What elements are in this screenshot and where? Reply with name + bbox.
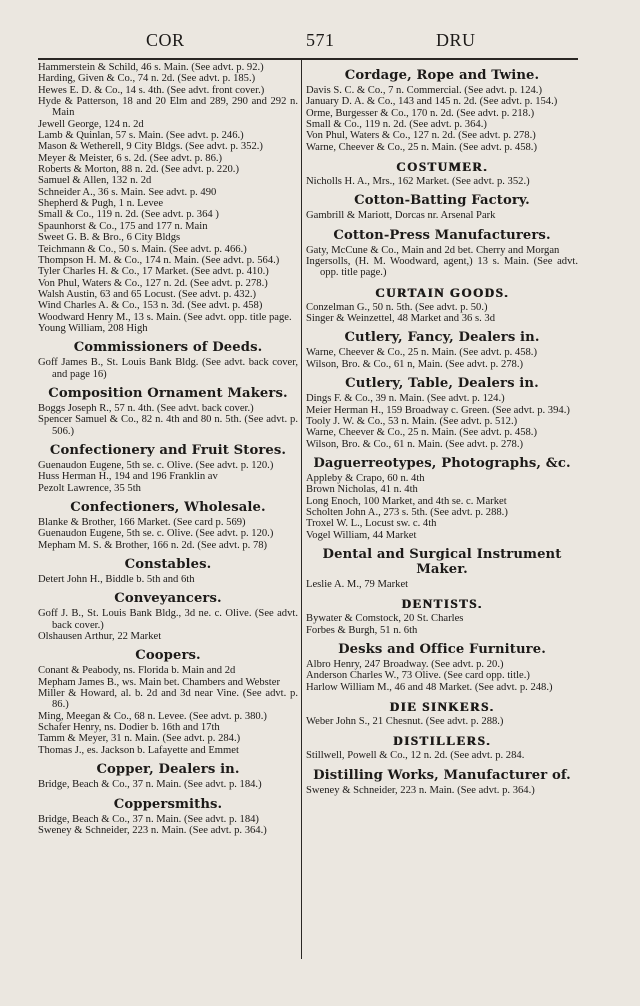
- directory-entry: Dings F. & Co., 39 n. Main. (See advt. p. 124.): [306, 393, 505, 405]
- directory-entry: Bywater & Comstock, 20 St. Charles: [306, 613, 464, 625]
- directory-entry: Long Enoch, 100 Market, and 4th se. c. Market: [306, 495, 507, 507]
- directory-section: [38, 443, 298, 494]
- section-heading: Copper, Dealers in.: [96, 762, 240, 778]
- section-heading: DIE SINKERS.: [389, 699, 495, 714]
- section-heading: Constables.: [124, 557, 212, 573]
- directory-section: [306, 159, 578, 187]
- directory-entry: Guenaudon Eugene, 5th se. c. Olive. (See advt. p. 120.): [38, 459, 274, 471]
- directory-entry: Meier Herman H., 159 Broadway c. Green. (See advt. p. 394.): [306, 404, 570, 416]
- directory-entry: Schafer Henry, ns. Dodier b. 16th and 17th: [38, 722, 220, 734]
- directory-entry: Troxel W. L., Locust sw. c. 4th: [306, 518, 437, 530]
- directory-entry: Warne, Cheever & Co., 25 n. Main. (See advt. p. 458.): [306, 427, 537, 439]
- directory-entry: Sweney & Schneider, 223 n. Main. (See advt. p. 364.): [38, 824, 267, 836]
- directory-section: [38, 62, 298, 334]
- directory-entry: Ingersolls, (H. M. Woodward, agent,) 13 s. Main. (See advt. opp. title page.): [306, 256, 578, 279]
- page-number: 571: [306, 30, 335, 50]
- directory-entry: Spaunhorst & Co., 175 and 177 n. Main: [38, 220, 208, 232]
- directory-entry: Spencer Samuel & Co., 82 n. 4th and 80 n. 5th. (See advt. p. 506.): [38, 414, 298, 437]
- directory-entry: Singer & Weinzettel, 48 Market and 36 s. 3d: [306, 313, 496, 325]
- directory-entry: Wilson, Bro. & Co., 61 n. Main. (See advt. p. 278.): [306, 438, 524, 450]
- directory-entry: Anderson Charles W., 73 Olive. (See card opp. title.): [306, 670, 530, 682]
- running-head-left: COR: [146, 30, 185, 50]
- section-heading: Distilling Works, Manufacturer of.: [313, 767, 571, 783]
- directory-section: [306, 768, 578, 796]
- directory-section: [306, 642, 578, 693]
- directory-entry: Guenaudon Eugene, 5th se. c. Olive. (See advt. p. 120.): [38, 528, 274, 540]
- directory-entry: Huss Herman H., 194 and 196 Franklin av: [38, 471, 218, 483]
- section-heading: Dental and Surgical Instrument Maker.: [322, 546, 562, 577]
- directory-entry: Tooly J. W. & Co., 53 n. Main. (See advt. p. 512.): [306, 415, 518, 427]
- directory-entry: Gambrill & Mariott, Dorcas nr. Arsenal Park: [306, 210, 496, 222]
- directory-entry: Goff J. B., St. Louis Bank Bldg., 3d ne. c. Olive. (See advt. back cover.): [38, 608, 298, 631]
- directory-entry: Mepham M. S. & Brother, 166 n. 2d. (See advt. p. 78): [38, 539, 268, 551]
- directory-entry: Jewell George, 124 n. 2d: [38, 118, 144, 130]
- directory-entry: Wilson, Bro. & Co., 61 n, Main. (See advt. p. 278.): [306, 358, 524, 370]
- directory-entry: Olshausen Arthur, 22 Market: [38, 631, 162, 643]
- directory-entry: Forbes & Burgh, 51 n. 6th: [306, 624, 418, 636]
- directory-entry: Ming, Meegan & Co., 68 n. Levee. (See advt. p. 380.): [38, 710, 267, 722]
- directory-entry: Schneider A., 36 s. Main. See advt. p. 490: [38, 186, 217, 198]
- directory-entry: Von Phul, Waters & Co., 127 n. 2d. (See advt. p. 278.): [38, 277, 268, 289]
- section-heading: Cotton-Press Manufacturers.: [333, 227, 551, 243]
- directory-section: [306, 376, 578, 450]
- section-heading: Coppersmiths.: [113, 796, 223, 812]
- directory-entry: Nicholls H. A., Mrs., 162 Market. (See advt. p. 352.): [306, 176, 530, 188]
- directory-section: [306, 193, 578, 221]
- directory-entry: Meyer & Meister, 6 s. 2d. (See advt. p. 86.): [38, 152, 223, 164]
- directory-entry: Tamm & Meyer, 31 n. Main. (See advt. p. 284.): [38, 733, 241, 745]
- directory-entry: Pezolt Lawrence, 35 5th: [38, 482, 141, 494]
- column-divider: [301, 59, 302, 959]
- directory-section: [38, 797, 298, 837]
- directory-entry: Bridge, Beach & Co., 37 n. Main. (See advt. p. 184): [38, 813, 259, 825]
- directory-section: [306, 596, 578, 636]
- left-column: [38, 62, 298, 836]
- directory-section: [38, 500, 298, 551]
- directory-entry: Goff James B., St. Louis Bank Bldg. (See advt. back cover, and page 16): [38, 357, 298, 380]
- directory-section: [306, 228, 578, 279]
- directory-entry: Warne, Cheever & Co., 25 n. Main. (See advt. p. 458.): [306, 141, 537, 153]
- directory-section: [38, 591, 298, 642]
- section-heading: Daguerreotypes, Photographs, &c.: [313, 455, 571, 471]
- directory-entry: Small & Co., 119 n. 2d. (See advt. p. 364.): [306, 119, 487, 131]
- directory-entry: Thomas J., es. Jackson b. Lafayette and Emmet: [38, 744, 239, 756]
- directory-section: [306, 733, 578, 761]
- section-heading: Commissioners of Deeds.: [73, 340, 263, 356]
- section-heading: CURTAIN GOODS.: [375, 284, 509, 300]
- directory-entry: Vogel William, 44 Market: [306, 529, 417, 541]
- directory-section: [38, 386, 298, 437]
- directory-entry: Mason & Wetherell, 9 City Bldgs. (See advt. p. 352.): [38, 141, 263, 153]
- directory-entry: Thompson H. M. & Co., 174 n. Main. (See advt. p. 564.): [38, 254, 280, 266]
- directory-entry: Hammerstein & Schild, 46 s. Main. (See advt. p. 92.): [38, 62, 264, 73]
- directory-entry: Sweet G. B. & Bro., 6 City Bldgs: [38, 232, 181, 244]
- directory-entry: Tyler Charles H. & Co., 17 Market. (See advt. p. 410.): [38, 266, 269, 278]
- section-heading: DISTILLERS.: [393, 733, 491, 749]
- directory-section: [38, 557, 298, 585]
- section-heading: Conveyancers.: [114, 591, 222, 607]
- directory-entry: Lamb & Quinlan, 57 s. Main. (See advt. p. 246.): [38, 130, 244, 142]
- section-heading: Coopers.: [135, 648, 201, 664]
- directory-entry: Warne, Cheever & Co., 25 n. Main. (See advt. p. 458.): [306, 347, 537, 359]
- right-column: [306, 62, 578, 796]
- directory-section: [306, 547, 578, 590]
- directory-entry: Hyde & Patterson, 18 and 20 Elm and 289, 290 and 292 n. Main: [38, 96, 298, 119]
- directory-section: [306, 68, 578, 153]
- directory-entry: Young William, 208 High: [38, 322, 148, 334]
- directory-entry: Sweney & Schneider, 223 n. Main. (See advt. p. 364.): [306, 784, 535, 796]
- directory-entry: Gaty, McCune & Co., Main and 2d bet. Cherry and Morgan: [306, 244, 560, 256]
- directory-entry: Stillwell, Powell & Co., 12 n. 2d. (See advt. p. 284.: [306, 750, 525, 762]
- section-heading: Confectionery and Fruit Stores.: [49, 442, 287, 458]
- header-rule: [38, 58, 578, 60]
- directory-entry: Small & Co., 119 n. 2d. (See advt. p. 364 ): [38, 209, 219, 221]
- directory-entry: Scholten John A., 273 s. 5th. (See advt. p. 288.): [306, 506, 508, 518]
- directory-entry: Bridge, Beach & Co., 37 n. Main. (See advt. p. 184.): [38, 779, 262, 791]
- directory-entry: Roberts & Morton, 88 n. 2d. (See advt. p. 220.): [38, 164, 239, 176]
- directory-entry: Harlow William M., 46 and 48 Market. (See advt. p. 248.): [306, 681, 553, 693]
- section-heading: Cotton-Batting Factory.: [354, 193, 530, 209]
- directory-section: [38, 340, 298, 380]
- directory-entry: Leslie A. M., 79 Market: [306, 578, 409, 590]
- directory-section: [38, 648, 298, 756]
- section-heading: Desks and Office Furniture.: [338, 641, 546, 657]
- directory-entry: Weber John S., 21 Chesnut. (See advt. p. 288.): [306, 716, 504, 727]
- directory-entry: Shepherd & Pugh, 1 n. Levee: [38, 198, 164, 210]
- section-heading: DENTISTS.: [401, 596, 483, 612]
- directory-section: [306, 456, 578, 541]
- directory-entry: Orme, Burgesser & Co., 170 n. 2d. (See advt. p. 218.): [306, 107, 535, 119]
- section-heading: COSTUMER.: [396, 159, 488, 175]
- directory-entry: Boggs Joseph R., 57 n. 4th. (See advt. back cover.): [38, 402, 254, 414]
- directory-entry: Detert John H., Biddle b. 5th and 6th: [38, 574, 195, 586]
- section-heading: Composition Ornament Makers.: [48, 385, 288, 401]
- directory-section: [306, 285, 578, 325]
- directory-section: [306, 330, 578, 370]
- directory-entry: Samuel & Allen, 132 n. 2d: [38, 175, 152, 187]
- directory-entry: January D. A. & Co., 143 and 145 n. 2d. (See advt. p. 154.): [306, 96, 558, 108]
- running-head-right: DRU: [436, 30, 476, 50]
- directory-entry: Conzelman G., 50 n. 5th. (See advt. p. 50.): [306, 301, 488, 313]
- section-heading: Cutlery, Fancy, Dealers in.: [344, 330, 540, 346]
- directory-entry: Albro Henry, 247 Broadway. (See advt. p. 20.): [306, 658, 504, 670]
- directory-entry: Conant & Peabody, ns. Florida b. Main and 2d: [38, 665, 236, 677]
- directory-entry: Blanke & Brother, 166 Market. (See card p. 569): [38, 517, 246, 528]
- directory-entry: Miller & Howard, al. b. 2d and 3d near Vine. (See advt. p. 86.): [38, 688, 298, 711]
- directory-entry: Wind Charles A. & Co., 153 n. 3d. (See advt. p. 458): [38, 300, 263, 312]
- directory-entry: Mepham James B., ws. Main bet. Chambers and Webster: [38, 676, 280, 688]
- directory-entry: Brown Nicholas, 41 n. 4th: [306, 484, 418, 496]
- section-heading: Confectioners, Wholesale.: [70, 500, 266, 515]
- directory-entry: Harding, Given & Co., 74 n. 2d. (See advt. p. 185.): [38, 73, 256, 85]
- directory-section: [306, 699, 578, 727]
- section-heading: Cordage, Rope and Twine.: [344, 68, 540, 83]
- directory-entry: Von Phul, Waters & Co., 127 n. 2d. (See advt. p. 278.): [306, 130, 536, 142]
- directory-entry: Appleby & Crapo, 60 n. 4th: [306, 472, 425, 484]
- directory-section: [38, 762, 298, 790]
- directory-entry: Woodward Henry M., 13 s. Main. (See advt. opp. title page.: [38, 311, 292, 323]
- directory-entry: Davis S. C. & Co., 7 n. Commercial. (See advt. p. 124.): [306, 85, 542, 96]
- section-heading: Cutlery, Table, Dealers in.: [345, 376, 539, 392]
- directory-entry: Walsh Austin, 63 and 65 Locust. (See advt. p. 432.): [38, 288, 257, 300]
- directory-entry: Teichmann & Co., 50 s. Main. (See advt. p. 466.): [38, 243, 247, 255]
- directory-entry: Hewes E. D. & Co., 14 s. 4th. (See advt. front cover.): [38, 84, 265, 96]
